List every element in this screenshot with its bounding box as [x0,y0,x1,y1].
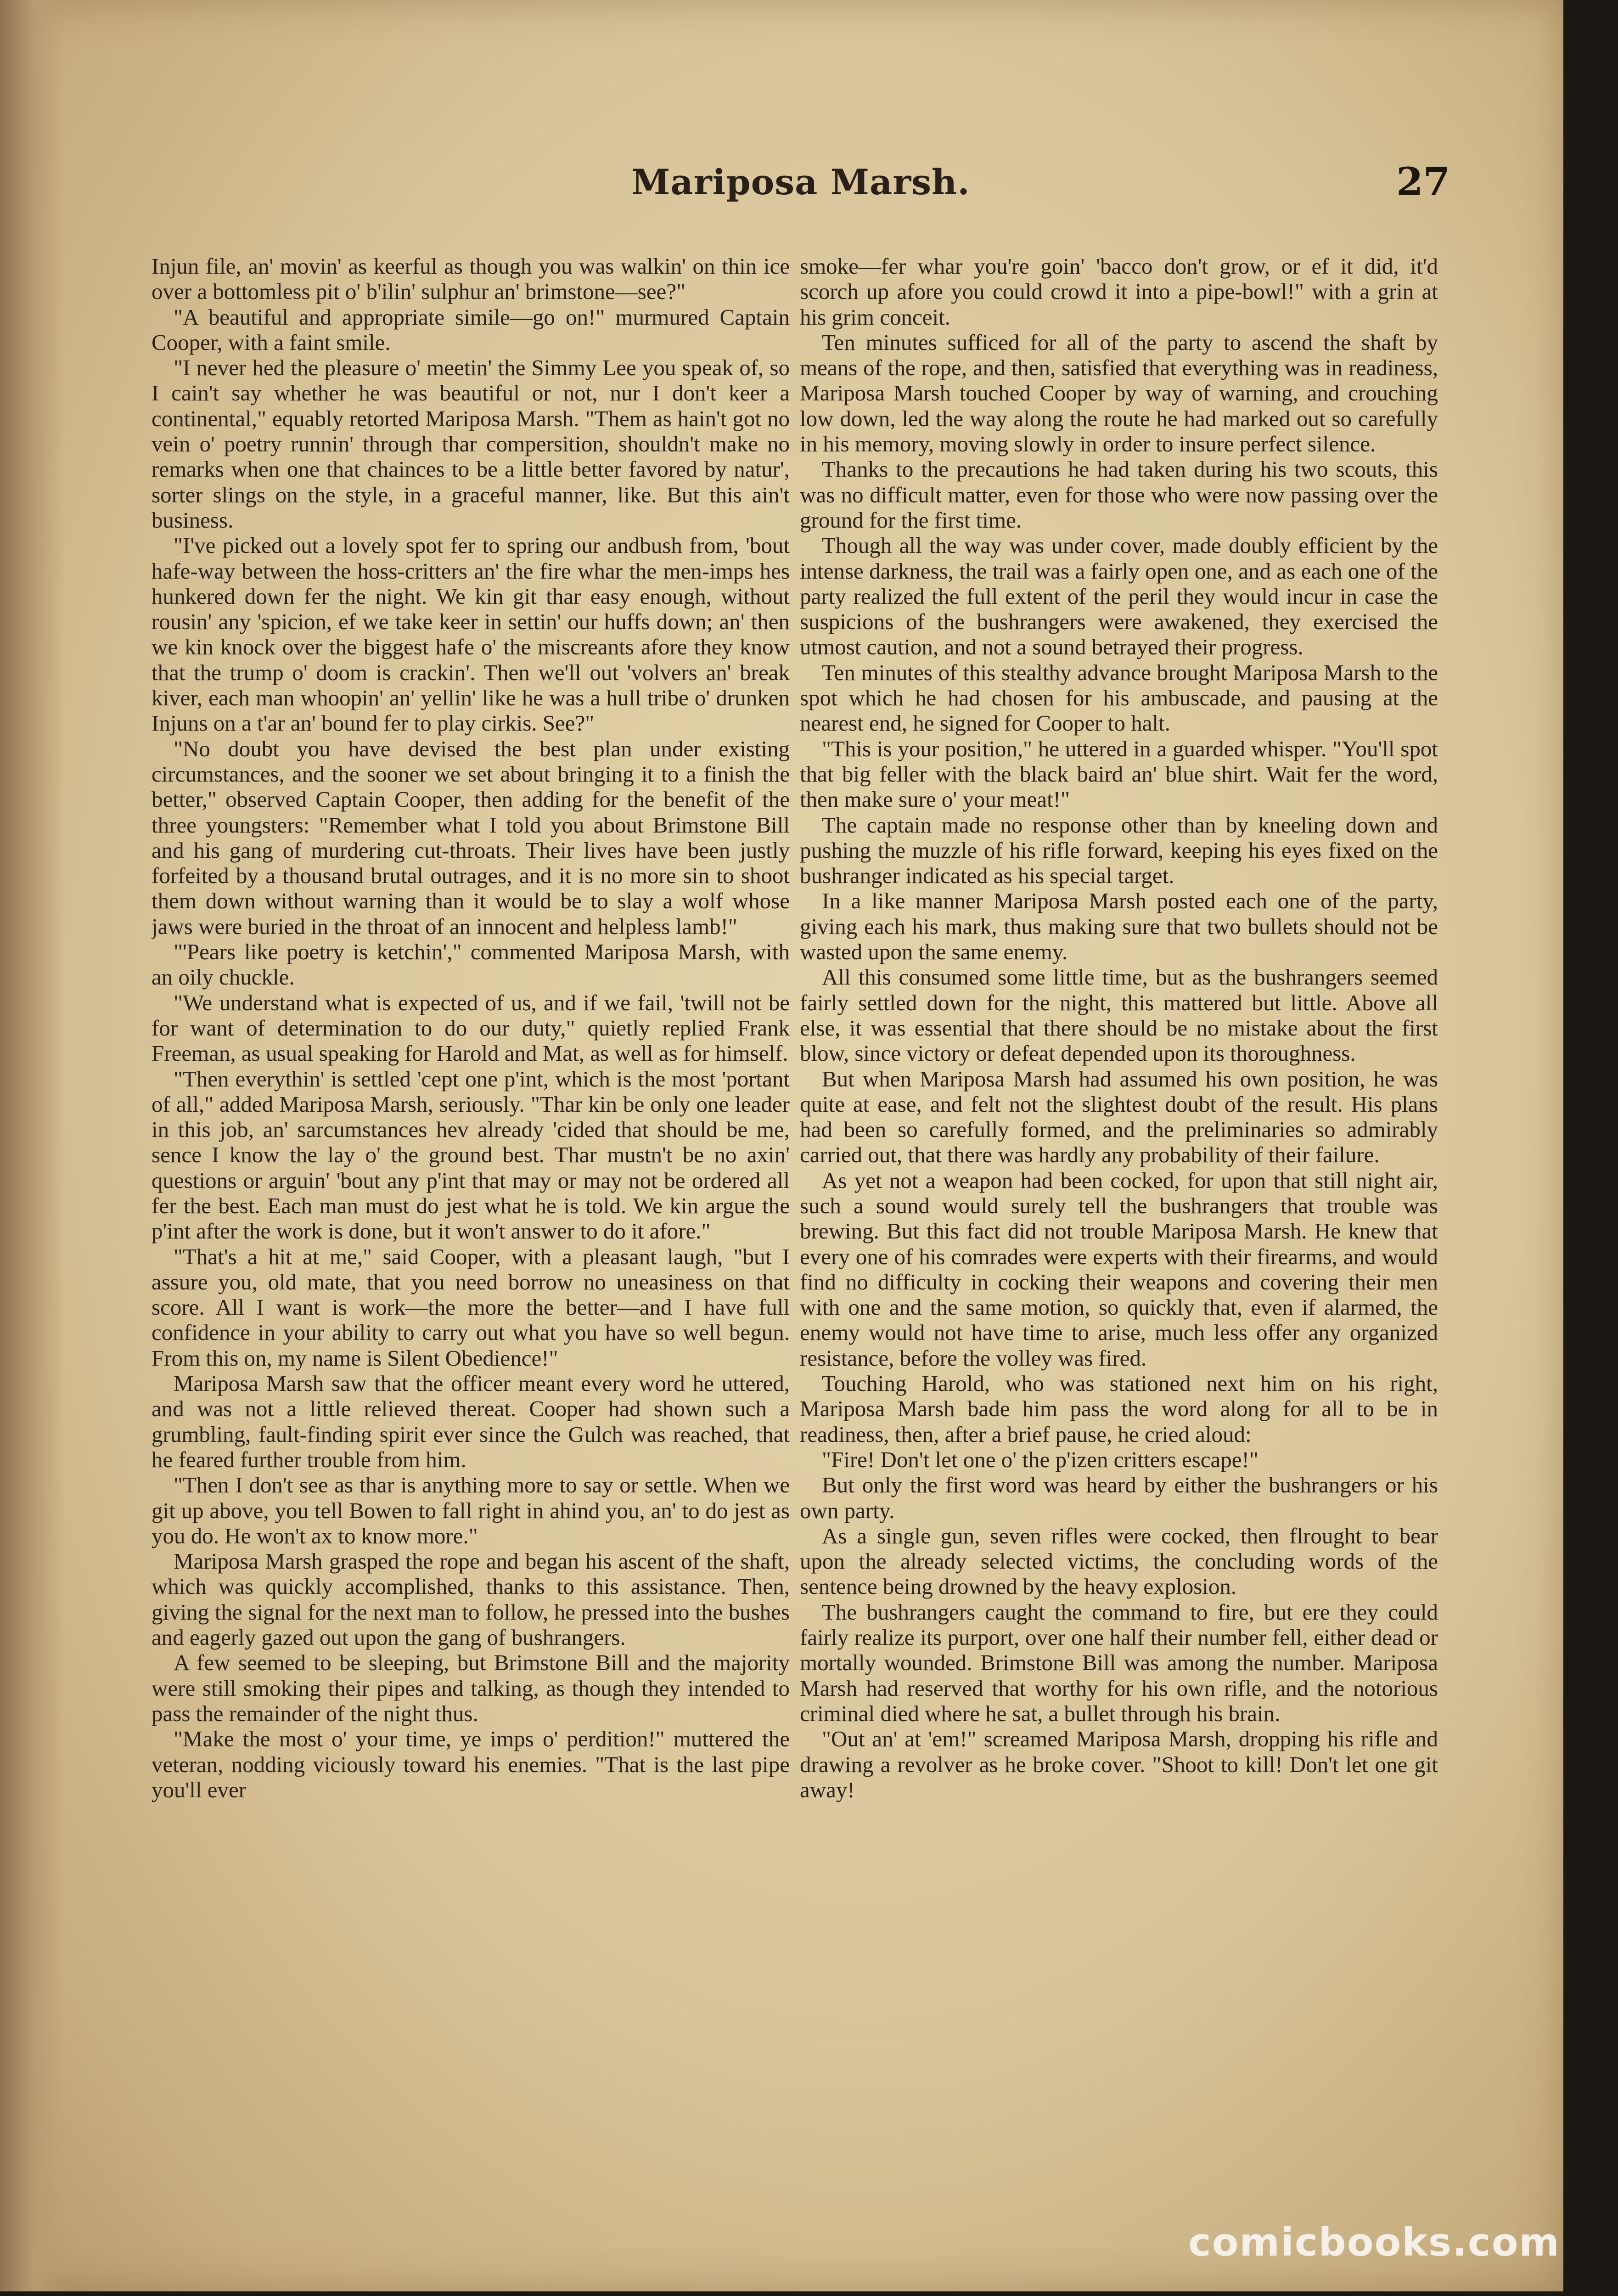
paragraph: "We understand what is expected of us, and if we fail, 'twill not be for want of determination to do our duty," quietly replied Frank Freeman, as usual speaking for Harold and Mat, as well as for himself. [152,990,790,1066]
paragraph: Injun file, an' movin' as keerful as though you was walkin' on thin ice over a bottomless pit o' b'ilin' sulphur an' brimstone—see?" [152,253,790,304]
paragraph: In a like manner Mariposa Marsh posted each one of the party, giving each his mark, thus making sure that two bullets should not be wasted upon the same enemy. [800,888,1438,965]
paragraph: The captain made no response other than by kneeling down and pushing the muzzle of his rifle forward, keeping his eyes fixed on the bushranger indicated as his special target. [800,812,1438,889]
paragraph: A few seemed to be sleeping, but Brimstone Bill and the majority were still smoking their pipes and talking, as though they intended to pass the remainder of the night thus. [152,1650,790,1726]
gutter-shadow [0,0,64,2291]
paragraph: "No doubt you have devised the best plan under existing circumstances, and the sooner we set about bringing it to a finish the better," observed Captain Cooper, then adding for the benefit of the three youngsters: "Remember what I told you about Brimstone Bill and his gang of murdering cut-throats. Their lives have been justly forfeited by a thousand brutal outrages, and it is no more sin to shoot them down without warning than it would be to slay a wolf whose jaws were buried in the throat of an innocent and helpless lamb!" [152,736,790,939]
paragraph: Thanks to the precautions he had taken during his two scouts, this was no difficult matter, even for those who were now passing over the ground for the first time. [800,456,1438,533]
paragraph: Ten minutes sufficed for all of the party to ascend the shaft by means of the rope, and then, satisfied that everything was in readiness, Mariposa Marsh touched Cooper by way of warning, and crouching low down, led the way along the route he had marked out so carefully in his memory, moving slowly in order to insure perfect silence. [800,329,1438,457]
paragraph: Mariposa Marsh grasped the rope and began his ascent of the shaft, which was quickly accomplished, thanks to this assistance. Then, giving the signal for the next man to follow, he pressed into the bushes and eagerly gazed out upon the gang of bushrangers. [152,1548,790,1650]
paragraph: As a single gun, seven rifles were cocked, then flrought to bear upon the already selected victims, the concluding words of the sentence being drowned by the heavy explosion. [800,1523,1438,1599]
paragraph: "Out an' at 'em!" screamed Mariposa Marsh, dropping his rifle and drawing a revolver as he broke cover. "Shoot to kill! Don't let one git away! [800,1726,1438,1802]
text-column-right [800,253,1438,2187]
paragraph: "Then everythin' is settled 'cept one p'int, which is the most 'portant of all," added Mariposa Marsh, seriously. "Thar kin be only one leader in this job, an' sarcumstances hev already 'cided that should be me, sence I know the lay o' the ground best. Thar mustn't be no axin' questions or arguin' 'bout any p'int that may or may not be ordered all fer the best. Each man must do jest what he is told. We kin argue the p'int after the work is done, but it won't answer to do it afore." [152,1066,790,1244]
paragraph: "Make the most o' your time, ye imps o' perdition!" muttered the veteran, nodding viciously toward his enemies. "That is the last pipe you'll ever [152,1726,790,1802]
paragraph: Mariposa Marsh saw that the officer meant every word he uttered, and was not a little relieved thereat. Cooper had shown such a grumbling, fault-finding spirit ever since the Gulch was reached, that he feared further trouble from him. [152,1371,790,1472]
paragraph: "Fire! Don't let one o' the p'izen critters escape!" [822,1446,1258,1472]
paragraph: Though all the way was under cover, made doubly efficient by the intense darkness, the trail was a fairly open one, and as each one of the party realized the full extent of the peril they would incur in case the suspicions of the bushrangers were awakened, they exercised the utmost caution, and not a sound betrayed their progress. [800,533,1438,660]
paragraph: All this consumed some little time, but as the bushrangers seemed fairly settled down for the night, this mattered but little. Above all else, it was essential that there should be no mistake about the first blow, since victory or defeat depended upon its thoroughness. [800,964,1438,1066]
paragraph: But when Mariposa Marsh had assumed his own position, he was quite at ease, and felt not the slightest doubt of the result. His plans had been so carefully formed, and the preliminaries so admirably carried out, that there was hardly any probability of their failure. [800,1066,1438,1168]
paragraph: "That's a hit at me," said Cooper, with a pleasant laugh, "but I assure you, old mate, that you need borrow no uneasiness on that score. All I want is work—the more the better—and I have full confidence in your ability to carry out what you have so well begun. From this on, my name is Silent Obedience!" [152,1244,790,1371]
paragraph: "A beautiful and appropriate simile—go on!" murmured Captain Cooper, with a faint smile. [152,304,790,355]
running-title: Mariposa Marsh. [631,162,970,203]
paragraph: "I've picked out a lovely spot fer to spring our andbush from, 'bout hafe-way between the hoss-critters an' the fire whar the men-imps hes hunkered down fer the night. We kin git thar easy enough, without rousin' any 'spicion, ef we take keer in settin' our huffs down; an' then we kin knock over the biggest hafe o' the miscreants afore they know that the trump o' doom is crackin'. Then we'll out 'volvers an' break kiver, each man whoopin' an' yellin' like he was a hull tribe o' drunken Injuns on a t'ar an' bound fer to play cirkis. See?" [152,533,790,736]
paragraph: "I never hed the pleasure o' meetin' the Simmy Lee you speak of, so I cain't say whether he was beautiful or not, nur I don't keer a continental," equably retorted Mariposa Marsh. "Them as hain't got no vein o' poetry runnin' through thar compersition, shouldn't make no remarks when one that chainces to be a little better favored by natur', sorter slings on the style, in a graceful manner, like. But this ain't business. [152,355,790,533]
running-header [152,159,1450,217]
paragraph: The bushrangers caught the command to fire, but ere they could fairly realize its purport, over one half their number fell, either dead or mortally wounded. Brimstone Bill was among the number. Mariposa Marsh had reserved that worthy for his own rifle, and the notorious criminal died where he sat, a bullet through his brain. [800,1599,1438,1726]
paragraph: Ten minutes of this stealthy advance brought Mariposa Marsh to the spot which he had chosen for his ambuscade, and pausing at the nearest end, he signed for Cooper to halt. [800,659,1438,736]
paragraph: "'Pears like poetry is ketchin'," commented Mariposa Marsh, with an oily chuckle. [152,939,790,990]
paragraph: smoke—fer whar you're goin' 'bacco don't grow, or ef it did, it'd scorch up afore you could crowd it into a pipe-bowl!" with a grin at his grim conceit. [800,253,1438,330]
watermark: comicbooks.com [1188,2220,1560,2265]
paragraph: Touching Harold, who was stationed next him on his right, Mariposa Marsh bade him pass the word along for all to be in readiness, then, after a brief pause, he cried aloud: [800,1371,1438,1447]
paragraph: "Then I don't see as thar is anything more to say or settle. When we git up above, you tell Bowen to fall right in ahind you, an' to do jest as you do. He won't ax to know more." [152,1472,790,1548]
text-column-left [152,253,790,2187]
paragraph: "This is your position," he uttered in a guarded whisper. "You'll spot that big feller with the black baird an' blue shirt. Wait fer the word, then make sure o' your meat!" [800,736,1438,812]
page-number: 27 [1396,159,1450,204]
paragraph: As yet not a weapon had been cocked, for upon that still night air, such a sound would surely tell the bushrangers that trouble was brewing. But this fact did not trouble Mariposa Marsh. He knew that every one of his comrades were experts with their firearms, and would find no difficulty in cocking their weapons and covering their men with one and the same motion, so quickly that, even if alarmed, the enemy would not have time to arise, much less offer any organized resistance, before the volley was fired. [800,1167,1438,1371]
paragraph: But only the first word was heard by either the bushrangers or his own party. [800,1472,1438,1523]
